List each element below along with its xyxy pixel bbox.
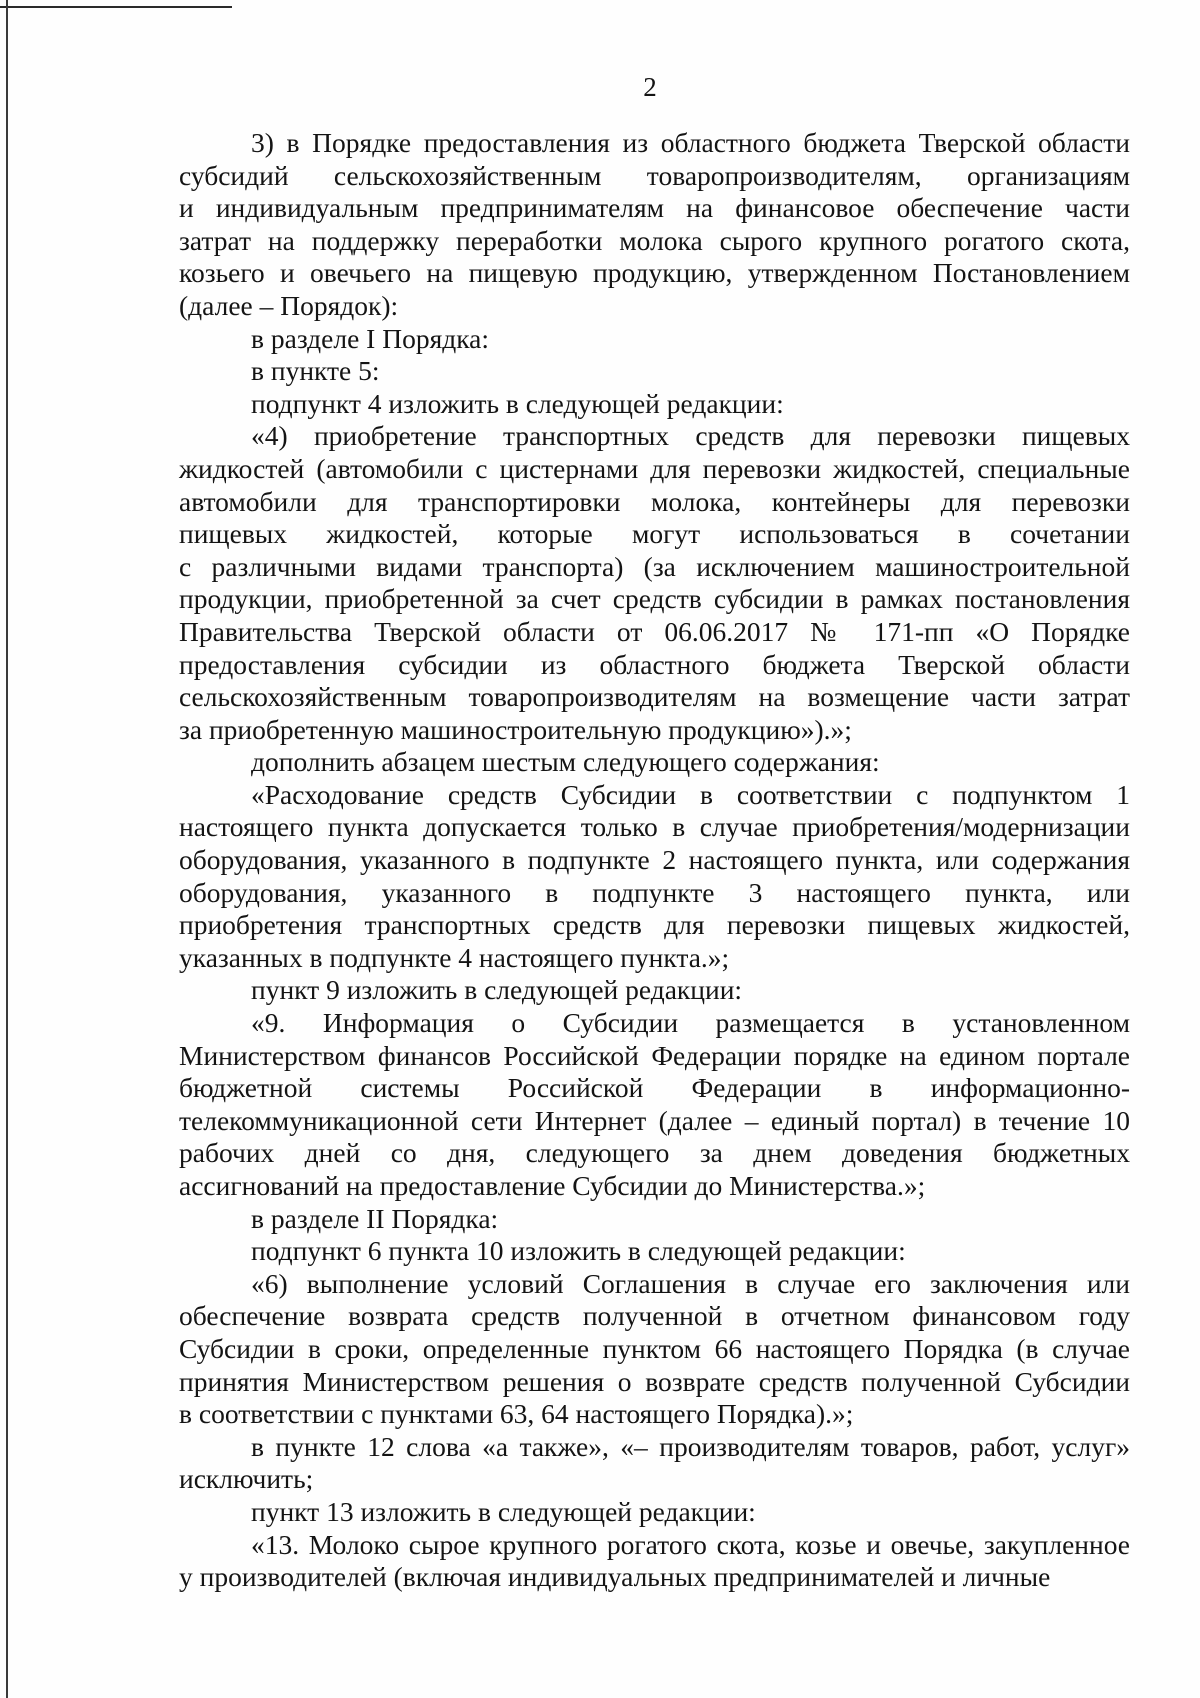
paragraph <box>179 420 1130 746</box>
text-line: оборудования, указанного в подпункте 2 настоящего пункта, или содержания <box>179 844 1130 876</box>
text-line: 3) в Порядке предоставления из областного бюджета Тверской области <box>251 127 1130 158</box>
paragraph <box>179 1268 1130 1431</box>
text-line: Правительства Тверской области от 06.06.2017 № 171-пп «О Порядке <box>179 615 1130 647</box>
scan-edge-top <box>0 6 232 8</box>
paragraph <box>179 779 1130 975</box>
text-line: пищевых жидкостей, которые могут использоваться в сочетании <box>179 518 1130 550</box>
text-line: «4) приобретение транспортных средств для перевозки пищевых <box>251 420 1130 452</box>
text-line: принятия Министерством решения о возврате средств полученной Субсидии <box>179 1365 1130 1397</box>
text-line: предоставления субсидии из областного бюджета Тверской области <box>179 648 1130 680</box>
text-line: исключить; <box>179 1463 314 1495</box>
text-line: Министерством финансов Российской Федерации порядке на едином портале <box>179 1039 1130 1071</box>
text-line: «6) выполнение условий Соглашения в случае его заключения или <box>251 1267 1130 1299</box>
paragraph <box>179 974 1130 1007</box>
text-line: в пункте 5: <box>251 355 380 387</box>
text-line: подпункт 4 изложить в следующей редакции: <box>251 387 784 419</box>
paragraph <box>179 1431 1130 1496</box>
text-line: в разделе I Порядка: <box>251 322 490 354</box>
text-line: и индивидуальным предпринимателям на финансовое обеспечение части <box>179 192 1130 224</box>
text-line: бюджетной системы Российской Федерации в информационно- <box>179 1072 1130 1104</box>
paragraph <box>179 1496 1130 1529</box>
text-line: указанных в подпункте 4 настоящего пункта.»; <box>179 941 730 973</box>
text-line: (далее – Порядок): <box>179 289 399 321</box>
text-line: козьего и овечьего на пищевую продукцию, утвержденном Постановлением <box>179 257 1130 289</box>
text-line: «13. Молоко сырое крупного рогатого скота, козье и овечье, закупленное <box>251 1528 1130 1560</box>
paragraph <box>179 127 1130 323</box>
paragraph <box>179 746 1130 779</box>
document-body <box>179 127 1130 1594</box>
text-line: приобретения транспортных средств для перевозки пищевых жидкостей, <box>179 909 1130 941</box>
text-line: за приобретенную машиностроительную продукцию»).»; <box>179 713 852 745</box>
text-line: пункт 9 изложить в следующей редакции: <box>251 974 743 1006</box>
text-line: дополнить абзацем шестым следующего содержания: <box>251 746 880 778</box>
text-line: с различными видами транспорта) (за исключением машиностроительной <box>179 550 1130 582</box>
text-line: Субсидии в сроки, определенные пунктом 66 настоящего Порядка (в случае <box>179 1332 1130 1364</box>
text-line: в разделе II Порядка: <box>251 1202 499 1234</box>
text-line: автомобили для транспортировки молока, контейнеры для перевозки <box>179 485 1130 517</box>
text-line: сельскохозяйственным товаропроизводителям на возмещение части затрат <box>179 681 1130 713</box>
text-line: настоящего пункта допускается только в случае приобретения/модернизации <box>179 811 1130 843</box>
text-line: «9. Информация о Субсидии размещается в установленном <box>251 1007 1130 1039</box>
text-line: «Расходование средств Субсидии в соответствии с подпунктом 1 <box>251 778 1130 810</box>
text-line: обеспечение возврата средств полученной в отчетном финансовом году <box>179 1300 1130 1332</box>
text-line: у производителей (включая индивидуальных предпринимателей и личные <box>179 1561 1051 1593</box>
text-line: ассигнований на предоставление Субсидии до Министерства.»; <box>179 1170 926 1201</box>
text-line: оборудования, указанного в подпункте 3 настоящего пункта, или <box>179 876 1130 908</box>
text-line: пункт 13 изложить в следующей редакции: <box>251 1495 756 1527</box>
paragraph <box>179 1203 1130 1236</box>
text-line: телекоммуникационной сети Интернет (далее – единый портал) в течение 10 <box>179 1104 1130 1136</box>
text-line: затрат на поддержку переработки молока сырого крупного рогатого скота, <box>179 224 1130 256</box>
text-line: рабочих дней со дня, следующего за днем доведения бюджетных <box>179 1137 1130 1169</box>
text-line: жидкостей (автомобили с цистернами для перевозки жидкостей, специальные <box>179 452 1130 484</box>
text-line: продукции, приобретенной за счет средств субсидии в рамках постановления <box>179 583 1130 615</box>
paragraph <box>179 388 1130 421</box>
text-line: подпункт 6 пункта 10 изложить в следующей редакции: <box>251 1235 906 1267</box>
paragraph <box>179 1007 1130 1203</box>
page-number: 2 <box>643 72 657 102</box>
scan-edge-left <box>6 0 8 1698</box>
paragraph <box>179 323 1130 356</box>
text-line: в пункте 12 слова «а также», «– производителям товаров, работ, услуг» <box>251 1430 1130 1462</box>
text-line: субсидий сельскохозяйственным товаропроизводителям, организациям <box>179 159 1130 191</box>
paragraph <box>179 1529 1130 1594</box>
text-line: в соответствии с пунктами 63, 64 настоящего Порядка).»; <box>179 1398 854 1430</box>
paragraph <box>179 1235 1130 1268</box>
paragraph <box>179 355 1130 388</box>
